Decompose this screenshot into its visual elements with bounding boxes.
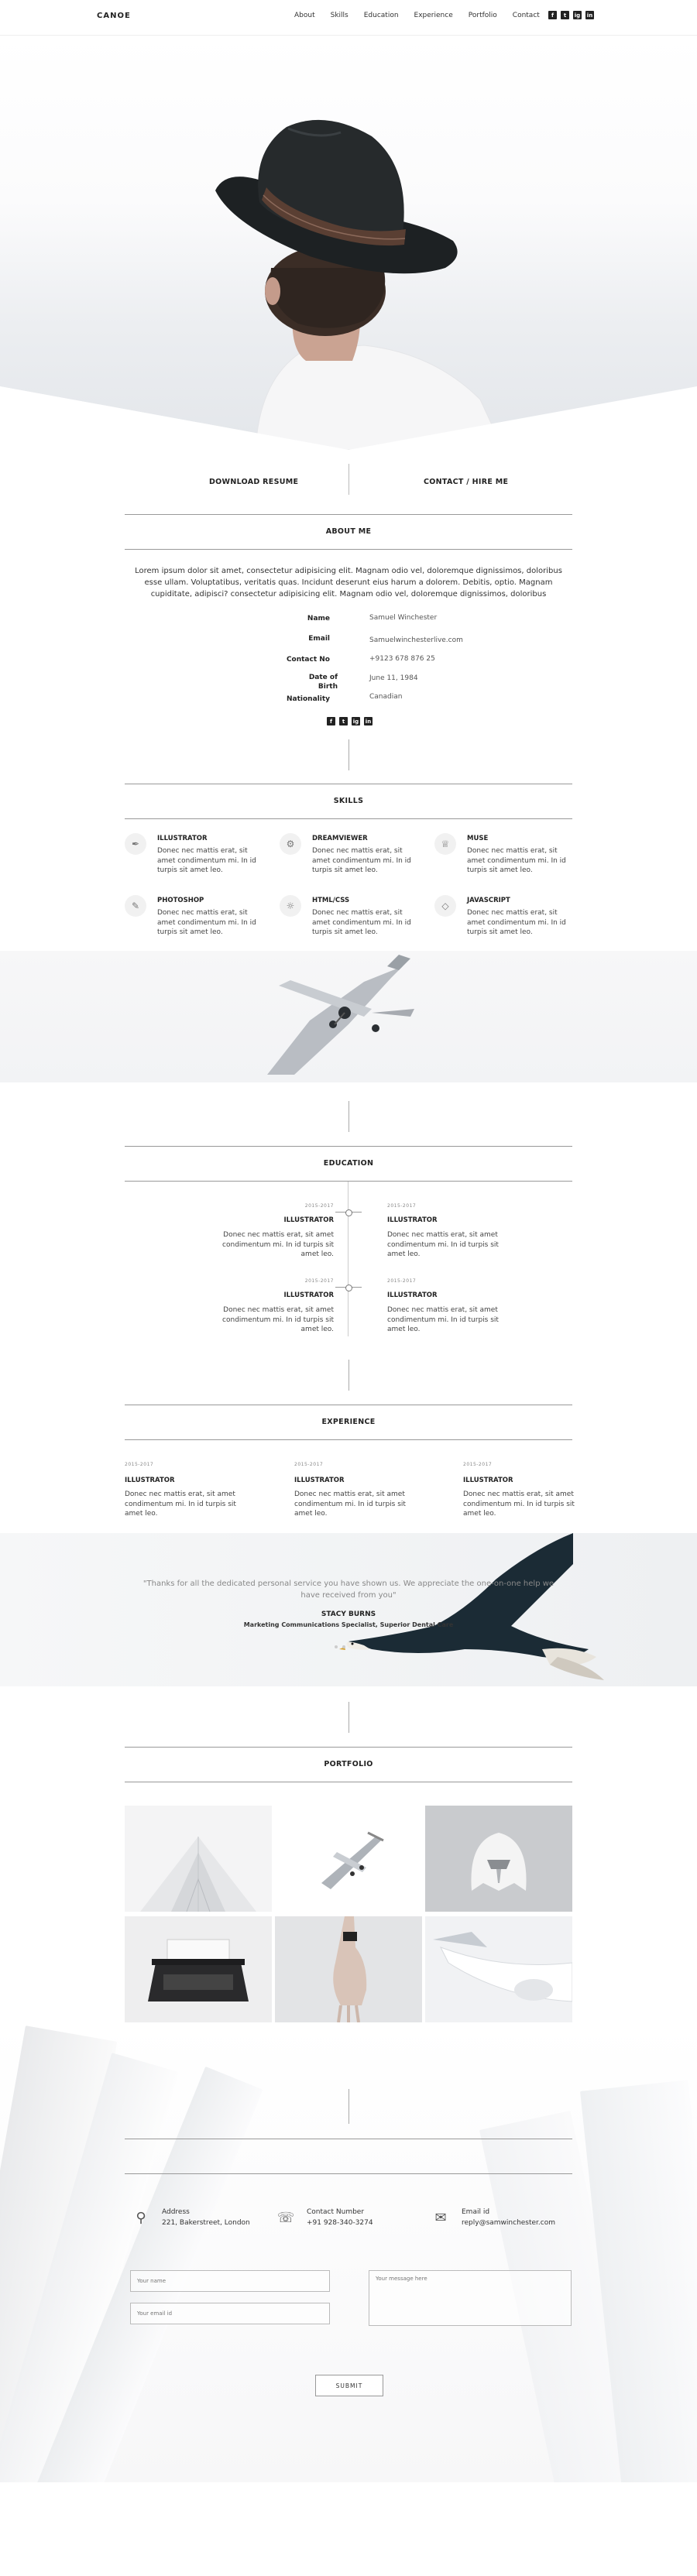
phone-icon: ☏ xyxy=(276,2209,295,2226)
menu-item-experience[interactable]: Experience xyxy=(414,12,453,19)
white-building-icon xyxy=(125,1806,272,1912)
education-description: Donec nec mattis erat, sit amet condimentum mi. In id turpis sit amet leo. xyxy=(387,1306,499,1333)
cta-bar xyxy=(0,450,697,514)
education-title: EDUCATION xyxy=(323,1159,374,1168)
education-description: Donec nec mattis erat, sit amet condimentum mi. In id turpis sit amet leo. xyxy=(387,1231,499,1258)
education-description: Donec nec mattis erat, sit amet condimentum mi. In id turpis sit amet leo. xyxy=(222,1306,334,1333)
contact-section-header xyxy=(125,2139,572,2174)
contact-email-value[interactable]: reply@samwinchester.com xyxy=(462,2219,556,2227)
section-divider xyxy=(348,2089,349,2124)
eagle-image xyxy=(0,1533,697,1686)
info-value-email[interactable]: Samuelwinchesterlive.com xyxy=(369,636,463,644)
typewriter-icon xyxy=(125,1916,272,2022)
airplane-icon xyxy=(275,1806,422,1912)
skill-description: Donec nec mattis erat, sit amet condimentum mi. In id turpis sit amet leo. xyxy=(312,847,411,874)
experience-section-header xyxy=(125,1405,572,1440)
carousel-dots xyxy=(335,1645,345,1648)
about-section-header xyxy=(125,514,572,550)
info-value-name: Samuel Winchester xyxy=(369,614,438,622)
experience-title: EXPERIENCE xyxy=(321,1418,376,1426)
message-textarea[interactable] xyxy=(369,2270,572,2326)
personal-info xyxy=(0,612,697,736)
carousel-dot[interactable] xyxy=(335,1645,338,1648)
airplane-wing-icon xyxy=(425,1916,572,2022)
contact-address-value: 221, Bakerstreet, London xyxy=(162,2219,250,2227)
education-description: Donec nec mattis erat, sit amet condimentum mi. In id turpis sit amet leo. xyxy=(222,1231,334,1258)
submit-button[interactable]: SUBMIT xyxy=(315,2375,383,2396)
pencil-icon: ✎ xyxy=(125,895,146,917)
portfolio-tile-building[interactable] xyxy=(125,1806,272,1912)
skill-description: Donec nec mattis erat, sit amet condimentum mi. In id turpis sit amet leo. xyxy=(157,909,256,936)
experience-name: ILLUSTRATOR xyxy=(294,1477,345,1484)
section-divider xyxy=(348,739,349,770)
twitter-icon[interactable]: t xyxy=(339,717,348,725)
top-navbar xyxy=(0,0,697,36)
portfolio-tile-helmet[interactable] xyxy=(425,1806,572,1912)
menu-item-contact[interactable]: Contact xyxy=(512,12,540,19)
education-year: 2015-2017 xyxy=(304,1278,334,1284)
info-value-contact: +9123 678 876 25 xyxy=(369,655,435,663)
cta-divider xyxy=(348,464,349,495)
testimonial-author: STACY BURNS xyxy=(321,1610,376,1618)
skill-description: Donec nec mattis erat, sit amet condimentum mi. In id turpis sit amet leo. xyxy=(467,909,566,936)
portfolio-title: PORTFOLIO xyxy=(324,1760,373,1768)
skill-name: ILLUSTRATOR xyxy=(157,835,208,842)
info-value-nationality: Canadian xyxy=(369,693,403,701)
experience-description: Donec nec mattis erat, sit amet condimentum mi. In id turpis sit amet leo. xyxy=(294,1490,406,1518)
linkedin-icon[interactable]: in xyxy=(586,12,593,19)
download-resume-button[interactable]: DOWNLOAD RESUME xyxy=(209,478,299,486)
instagram-icon[interactable]: ig xyxy=(574,12,581,19)
contact-hire-button[interactable]: CONTACT / HIRE ME xyxy=(424,478,509,486)
contact-phone-label: Contact Number xyxy=(307,2208,365,2216)
brand-logo[interactable]: CANOE xyxy=(97,12,131,20)
trophy-icon: ♕ xyxy=(434,833,456,855)
skill-name: DREAMVIEWER xyxy=(312,835,368,842)
skills-title: SKILLS xyxy=(333,797,364,805)
education-section-header xyxy=(125,1146,572,1182)
info-label-contact: Contact No xyxy=(286,656,330,664)
education-year: 2015-2017 xyxy=(304,1203,334,1209)
info-label-name: Name xyxy=(307,615,330,623)
info-label-nationality: Nationality xyxy=(287,695,330,703)
skill-description: Donec nec mattis erat, sit amet condimentum mi. In id turpis sit amet leo. xyxy=(467,847,566,874)
contact-email-label: Email id xyxy=(462,2208,490,2216)
testimonial-role: Marketing Communications Specialist, Superior Dental Care xyxy=(243,1621,454,1628)
education-name: ILLUSTRATOR xyxy=(283,1291,334,1299)
skill-name: PHOTOSHOP xyxy=(157,897,204,904)
portfolio-section-header xyxy=(125,1747,572,1782)
eraser-icon: ◇ xyxy=(434,895,456,917)
portfolio-grid xyxy=(125,1806,572,2022)
social-links-top xyxy=(548,11,594,19)
experience-item xyxy=(294,1462,418,1519)
section-divider xyxy=(348,1101,349,1132)
experience-year: 2015-2017 xyxy=(463,1462,493,1467)
menu-item-education[interactable]: Education xyxy=(363,12,399,19)
experience-item xyxy=(125,1462,249,1519)
education-name: ILLUSTRATOR xyxy=(387,1291,438,1299)
education-year: 2015-2017 xyxy=(387,1203,417,1209)
helmet-icon xyxy=(425,1806,572,1912)
name-input[interactable] xyxy=(130,2270,330,2292)
education-year: 2015-2017 xyxy=(387,1278,417,1284)
skill-name: JAVASCRIPT xyxy=(467,897,510,904)
education-item xyxy=(218,1203,334,1260)
hero-angled-edge xyxy=(0,372,697,450)
section-divider xyxy=(348,1702,349,1733)
pen-tool-icon: ✒ xyxy=(125,833,146,855)
facebook-icon[interactable]: f xyxy=(548,11,557,19)
education-timeline xyxy=(125,1182,572,1379)
map-pin-icon: ⚲ xyxy=(136,2209,146,2226)
experience-name: ILLUSTRATOR xyxy=(463,1477,513,1484)
timeline-marker xyxy=(335,1285,362,1291)
instagram-icon[interactable]: ig xyxy=(352,718,359,725)
experience-description: Donec nec mattis erat, sit amet condimentum mi. In id turpis sit amet leo. xyxy=(125,1490,236,1518)
skills-section-header xyxy=(125,784,572,819)
skill-name: HTML/CSS xyxy=(312,897,350,904)
email-input[interactable] xyxy=(130,2303,330,2324)
about-description: Lorem ipsum dolor sit amet, consectetur adipisicing elit. Magnam odio vel, doloremque dignissimos, doloribus esse ullam. Voluptatibus, veritatis quas. Incidunt deserunt eius harum a dolorem. Debitis, optio. Magnam cupiditate, adipisci? consectetur adipisicing elit. Magnam odio vel, doloremque dignissimos, doloribus xyxy=(135,567,562,599)
airplane-banner xyxy=(0,951,697,1082)
education-item xyxy=(387,1203,503,1260)
linkedin-icon[interactable]: in xyxy=(365,718,372,725)
portfolio-tile-plane[interactable] xyxy=(275,1806,422,1912)
experience-description: Donec nec mattis erat, sit amet condimentum mi. In id turpis sit amet leo. xyxy=(463,1490,575,1518)
education-name: ILLUSTRATOR xyxy=(283,1216,334,1224)
menu-item-about[interactable]: About xyxy=(294,12,315,19)
lightbulb-icon: ☼ xyxy=(280,895,301,917)
education-item xyxy=(218,1278,334,1335)
skill-description: Donec nec mattis erat, sit amet condimentum mi. In id turpis sit amet leo. xyxy=(312,909,411,936)
testimonial-section xyxy=(0,1533,697,1686)
portfolio-tile-typewriter[interactable] xyxy=(125,1916,272,2022)
about-title: ABOUT ME xyxy=(325,527,372,536)
main-menu xyxy=(294,12,540,19)
facebook-icon[interactable]: f xyxy=(327,717,335,725)
timeline-marker xyxy=(335,1209,362,1216)
twitter-icon[interactable]: t xyxy=(561,11,569,19)
experience-item xyxy=(463,1462,587,1519)
education-item xyxy=(387,1278,503,1335)
contact-phone-value: +91 928-340-3274 xyxy=(307,2219,373,2227)
menu-item-portfolio[interactable]: Portfolio xyxy=(468,12,497,19)
hand-icon xyxy=(275,1916,422,2022)
gear-icon: ⚙ xyxy=(280,833,301,855)
experience-year: 2015-2017 xyxy=(294,1462,324,1467)
experience-list xyxy=(125,1440,575,1533)
info-value-dob: June 11, 1984 xyxy=(369,674,418,682)
skill-name: MUSE xyxy=(467,835,489,842)
education-name: ILLUSTRATOR xyxy=(387,1216,438,1224)
info-label-email: Email xyxy=(308,635,330,643)
carousel-dot[interactable] xyxy=(342,1645,345,1648)
skills-grid xyxy=(125,819,572,951)
experience-year: 2015-2017 xyxy=(125,1462,154,1467)
skill-description: Donec nec mattis erat, sit amet condimentum mi. In id turpis sit amet leo. xyxy=(157,847,256,874)
contact-address-label: Address xyxy=(162,2208,190,2216)
testimonial-quote: "Thanks for all the dedicated personal service you have shown us. We appreciate the one-on-one help we have received from you" xyxy=(142,1580,555,1600)
airplane-image xyxy=(0,951,697,1082)
social-links-about xyxy=(327,717,373,725)
hero-banner xyxy=(0,36,697,450)
portfolio-tile-hand[interactable] xyxy=(275,1916,422,2022)
portfolio-tile-wing[interactable] xyxy=(425,1916,572,2022)
experience-name: ILLUSTRATOR xyxy=(125,1477,175,1484)
menu-item-skills[interactable]: Skills xyxy=(330,12,348,19)
info-label-dob: Date of Birth xyxy=(308,674,338,691)
envelope-icon: ✉ xyxy=(434,2209,447,2226)
contact-section xyxy=(0,2022,697,2482)
